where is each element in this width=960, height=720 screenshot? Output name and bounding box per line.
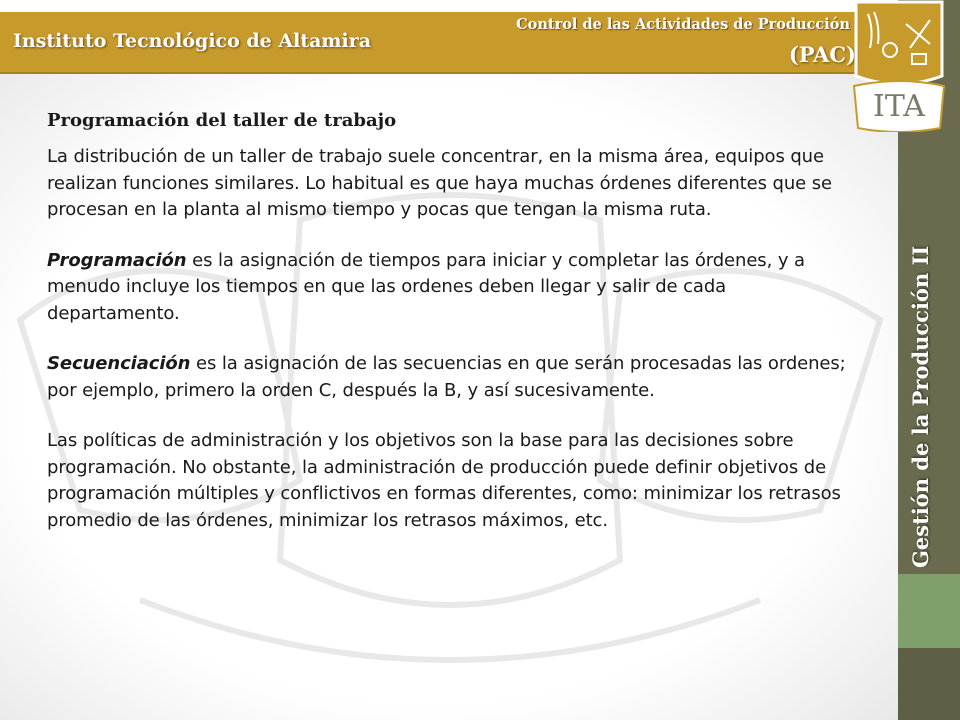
institution-name: Instituto Tecnológico de Altamira (13, 30, 372, 52)
course-title: Control de las Actividades de Producción (516, 16, 850, 33)
definition-programacion: es la asignación de tiempos para iniciar y completar las órdenes, y a menudo incluye los tiempos en que las ordenes deben llegar y salir de cada departamento. (47, 249, 805, 324)
section-heading: Programación del taller de trabajo (47, 110, 397, 131)
sidebar-bottom-block (898, 648, 960, 720)
definition-secuenciacion: es la asignación de las secuencias en que serán procesadas las ordenes; por ejemplo, primero la orden C, después la B, y así sucesivamente. (47, 353, 846, 401)
course-abbreviation: (PAC) (788, 42, 856, 67)
crest-logo-text: ITA (873, 89, 925, 124)
paragraph-secuenciacion (47, 351, 847, 404)
term-programacion: Programación (47, 249, 187, 271)
slide-content (47, 110, 847, 558)
paragraph-intro: La distribución de un taller de trabajo suele concentrar, en la misma área, equipos que realizan funciones similares. Lo habitual es que haya muchas órdenes diferentes que se procesan en la planta al mismo tiempo y pocas que tengan la misma ruta. (47, 146, 832, 220)
top-white-strip (0, 0, 898, 12)
term-secuenciacion: Secuenciación (47, 353, 191, 374)
paragraph-politicas: Las políticas de administración y los objetivos son la base para las decisiones sobre programación. No obstante, la administración de producción puede definir objetivos de programación múltiples y conflictivos en formas diferentes, como: minimizar los retrasos promedio de las órdenes, minimizar los retrasos máximos, etc. (47, 430, 841, 531)
ita-crest-logo (850, 0, 948, 132)
sidebar-vertical-title: Gestión de la Producción II (908, 245, 933, 568)
sidebar-accent-block (898, 574, 960, 648)
paragraph-programacion (47, 248, 847, 328)
